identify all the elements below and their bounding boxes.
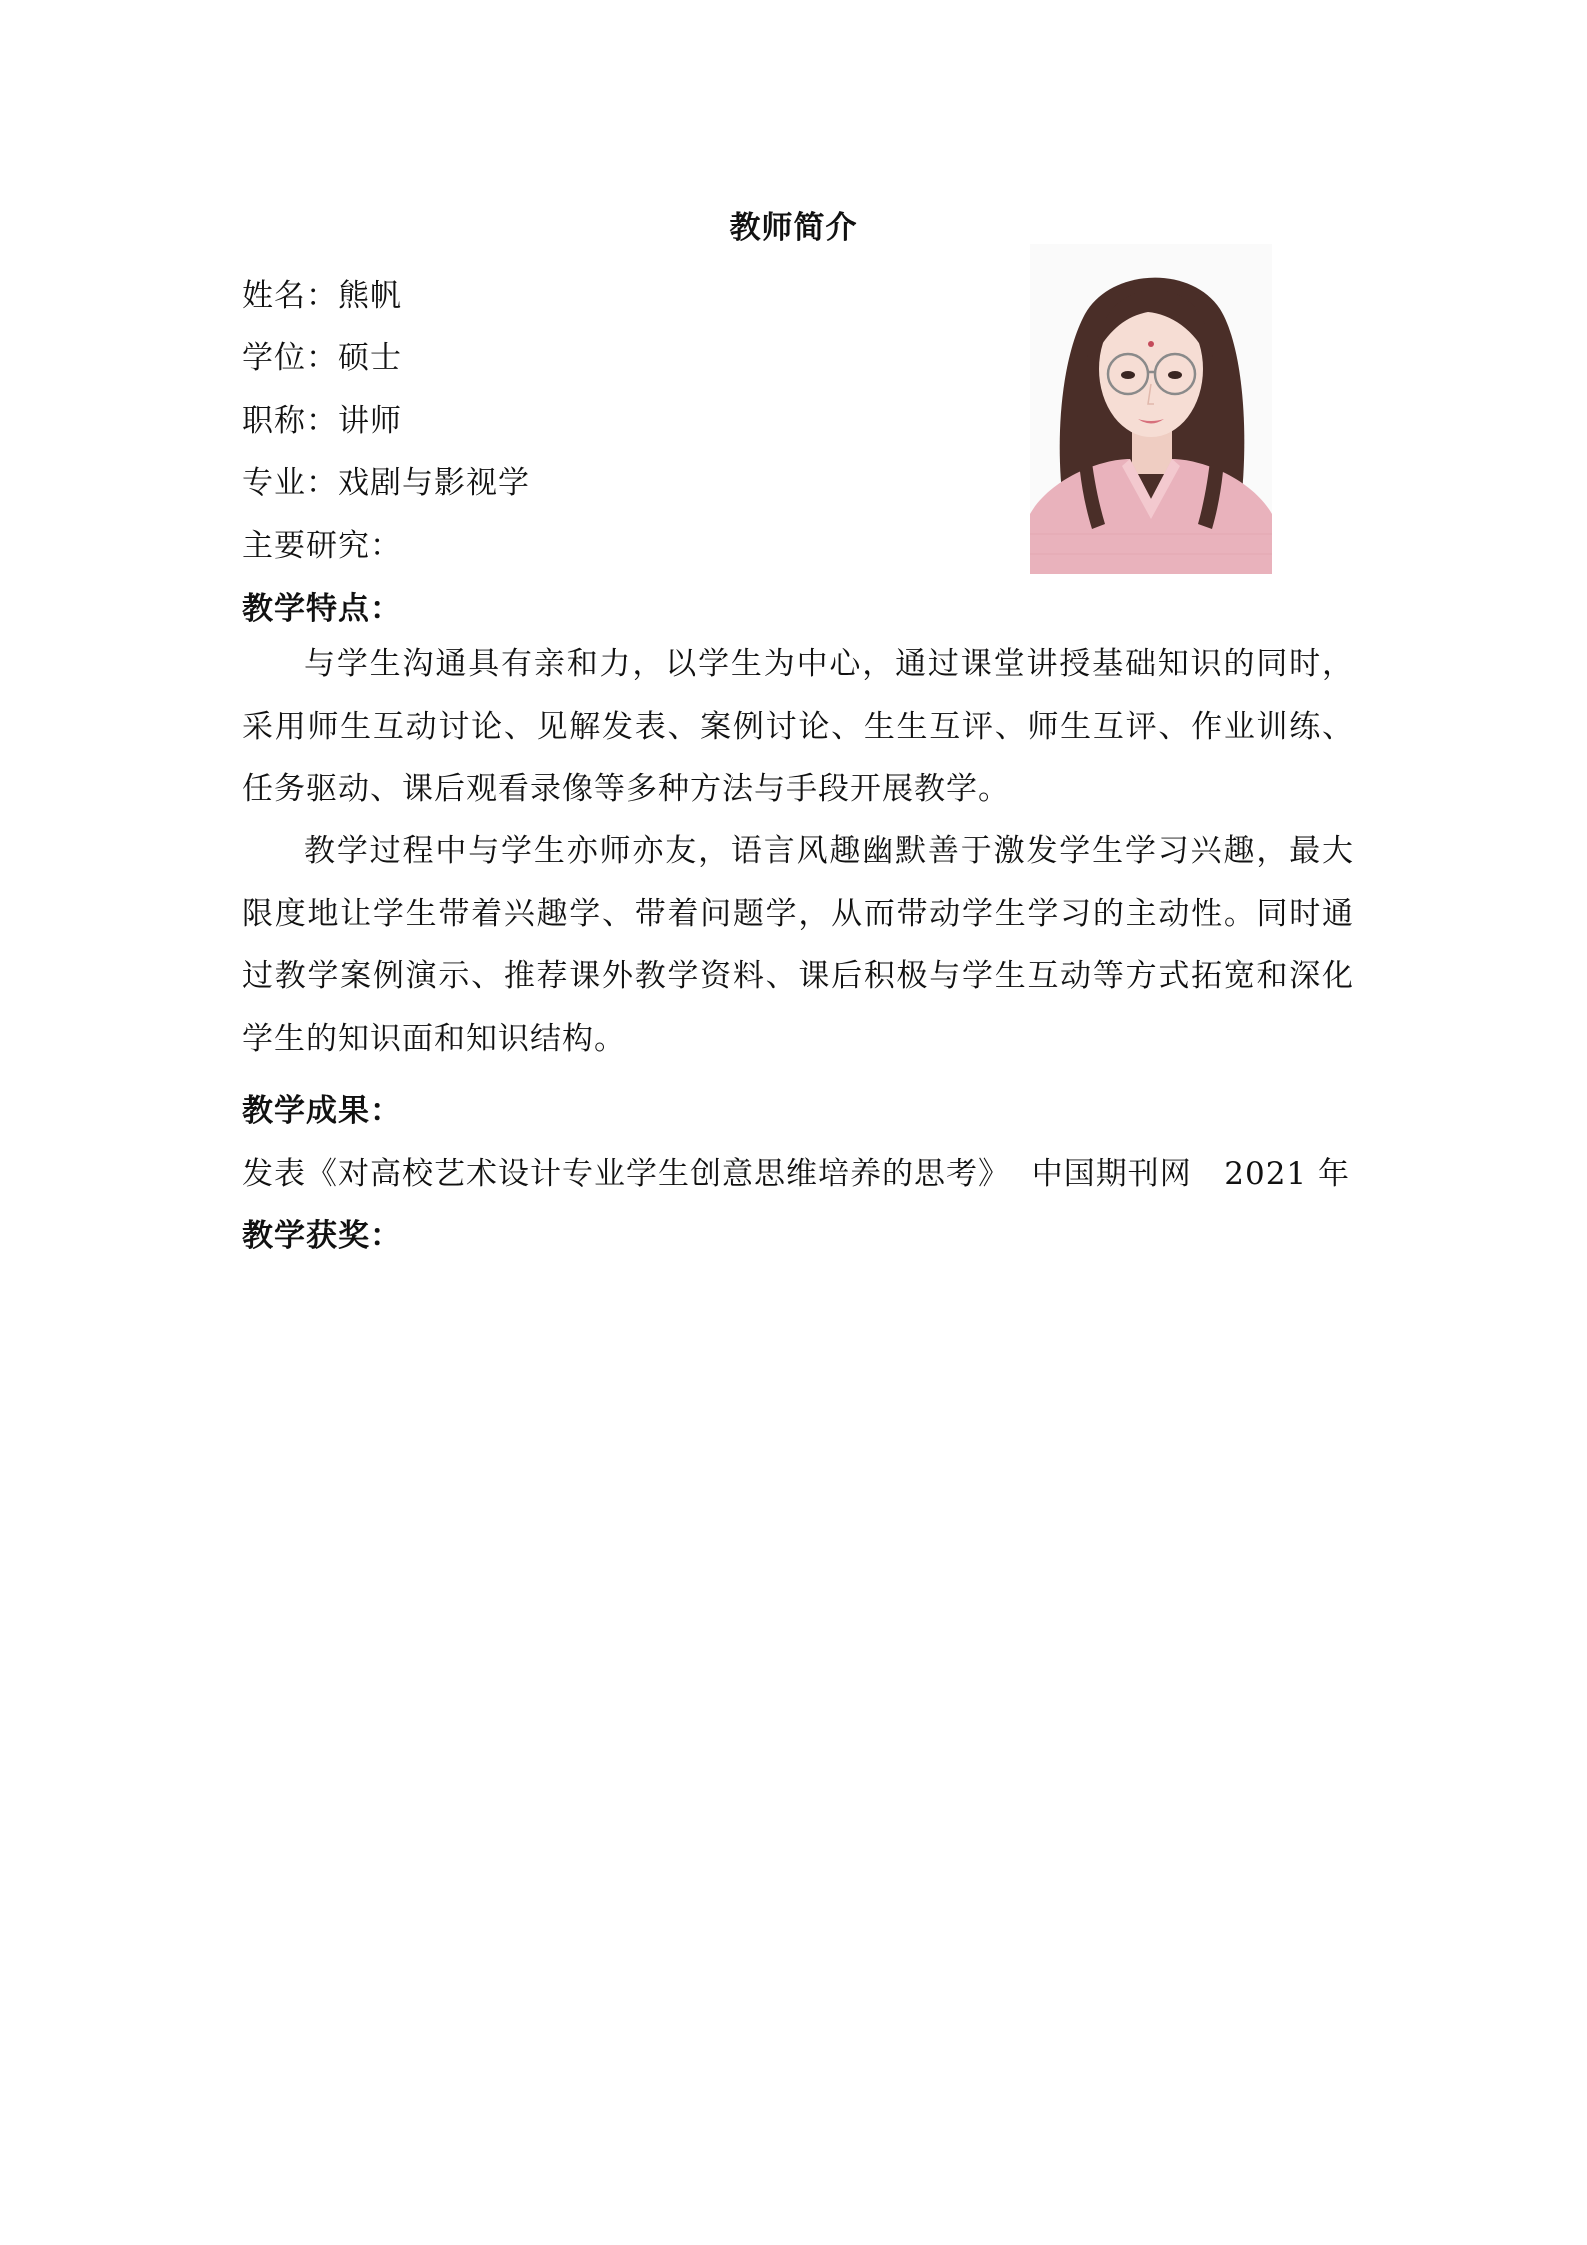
rank-field: 职称：讲师 <box>242 403 402 439</box>
teaching-results-item: 发表《对高校艺术设计专业学生创意思维培养的思考》 中国期刊网 2021 年 <box>242 1156 1351 1192</box>
teaching-results-heading: 教学成果： <box>242 1093 402 1129</box>
name-field: 姓名：熊帆 <box>242 278 402 314</box>
degree-field: 学位：硕士 <box>242 340 402 376</box>
teaching-awards-heading: 教学获奖： <box>242 1218 402 1254</box>
teaching-features-heading: 教学特点： <box>242 591 402 627</box>
research-field: 主要研究： <box>242 528 402 564</box>
teacher-portrait-photo <box>1030 244 1272 574</box>
teaching-features-paragraph-2: 教学过程中与学生亦师亦友，语言风趣幽默善于激发学生学习兴趣，最大限度地让学生带着兴趣学、带着问题学，从而带动学生学习的主动性。同时通过教学案例演示、推荐课外教学资料、课后积极与学生互动等方式拓宽和深化学生的知识面和知识结构。 <box>242 833 1354 1057</box>
major-field: 专业：戏剧与影视学 <box>242 465 530 501</box>
teaching-features-paragraph-1: 与学生沟通具有亲和力，以学生为中心，通过课堂讲授基础知识的同时，采用师生互动讨论、见解发表、案例讨论、生生互评、师生互评、作业训练、任务驱动、课后观看录像等多种方法与手段开展教学。 <box>242 646 1354 807</box>
page-title: 教师简介 <box>729 210 858 246</box>
